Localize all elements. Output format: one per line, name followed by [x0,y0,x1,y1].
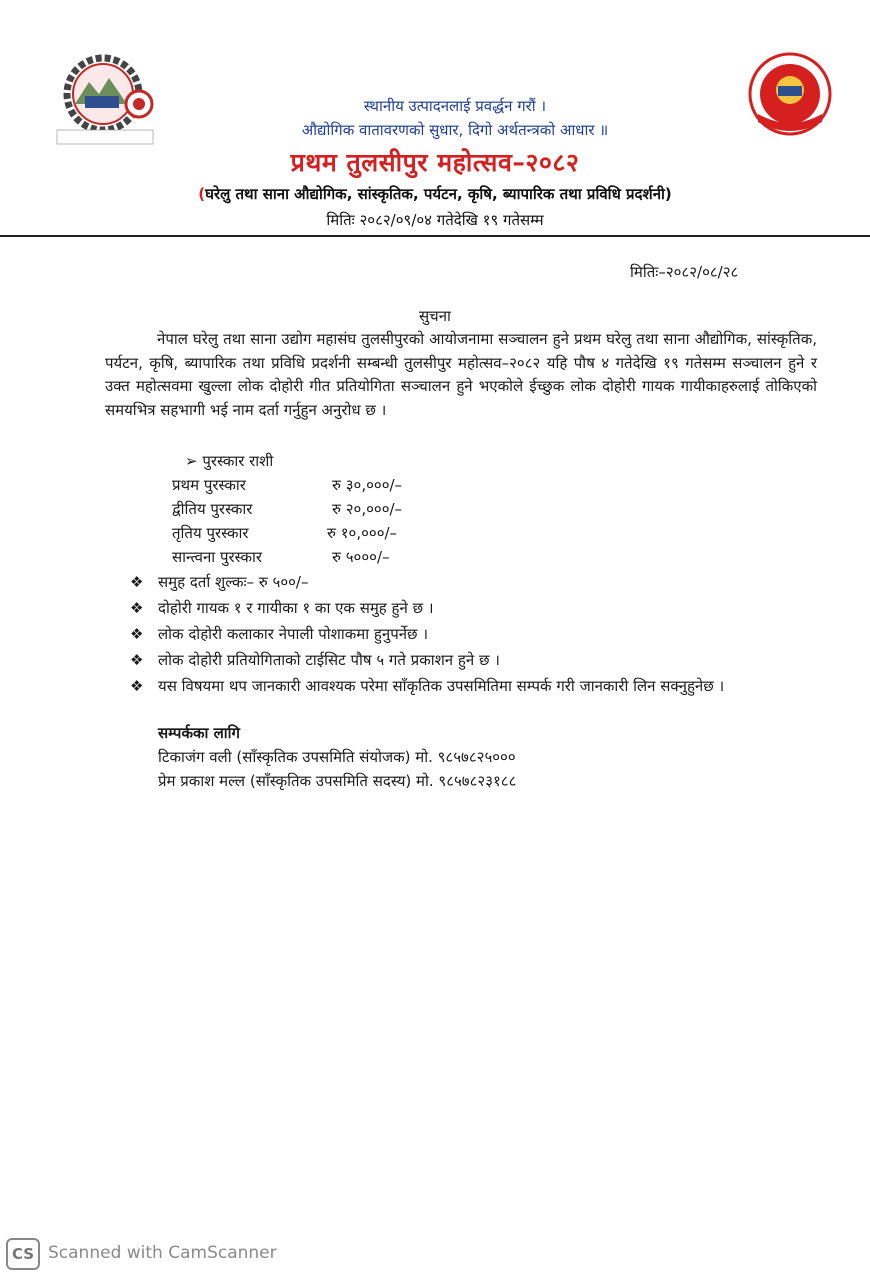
prize-amount: रु ५०००/– [332,548,390,566]
contact-line: टिकाजंग वली (साँस्कृतिक उपसमिति संयोजक) मो. ९८५७८२५००० [158,748,516,766]
prize-amount: रु २०,०००/– [332,500,403,518]
watermark-text: Scanned with CamScanner [48,1243,277,1263]
slogan-line-2: औद्योगिक वातावरणको सुधार, दिगो अर्थतन्त्रको आधार ॥ [301,121,609,139]
subtitle-open-paren: ( [198,185,206,203]
prize-label: द्वीतिय पुरस्कार [172,500,253,518]
prize-label: तृतिय पुरस्कार [172,524,249,542]
festival-subtitle [0,184,870,204]
bullet-item [130,623,820,647]
bullet-text: लोक दोहोरी प्रतियोगिताको टाईसिट पौष ५ गते प्रकाशन हुने छ । [158,651,500,669]
bullet-item [130,649,820,673]
bullet-mark-icon: ❖ [130,599,144,617]
prize-heading: ➢ पुरस्कार राशी [185,452,274,470]
bullet-mark-icon: ❖ [130,677,144,695]
bullet-mark-icon: ❖ [130,651,144,669]
camscanner-watermark [6,1236,306,1272]
festival-title: प्रथम तुलसीपुर महोत्सव–२०८२ [290,148,580,177]
bullet-mark-icon: ❖ [130,625,144,643]
bullet-mark-icon: ❖ [130,573,144,591]
subtitle-text: घरेलु तथा साना औद्योगिक, सांस्कृतिक, पर्यटन, कृषि, ब्यापारिक तथा प्रविधि प्रदर्शनी [205,185,665,203]
prize-label: सान्त्वना पुरस्कार [172,548,262,566]
notice-date: मितिः–२०८२/०८/२८ [630,263,739,281]
slogan-line-1: स्थानीय उत्पादनलाई प्रवर्द्धन गरौं । [363,97,547,115]
bullet-text: यस विषयमा थप जानकारी आवश्यक परेमा साँकृतिक उपसमितिमा सम्पर्क गरी जानकारी लिन सक्नुहुनेछ । [158,677,725,695]
prize-label: प्रथम पुरस्कार [172,476,246,494]
bullet-text: समुह दर्ता शुल्कः– रु ५००/– [158,573,309,591]
prize-amount: रु ३०,०००/– [332,476,403,494]
bullet-text: लोक दोहोरी कलाकार नेपाली पोशाकमा हुनुपर्नेछ । [158,625,429,643]
bullet-item [130,571,820,595]
event-date: मितिः २०८२/०९/०४ गतेदेखि १९ गतेसम्म [326,211,544,229]
prize-amount: रु १०,०००/– [327,524,398,542]
notice-body: नेपाल घरेलु तथा साना उद्योग महासंघ तुलसीपुरको आयोजनामा सञ्चालन हुने प्रथम घरेलु तथा साना औद्योगिक, सांस्कृतिक, पर्यटन, कृषि, ब्यापारिक तथा प्रविधि प्रदर्शनी सम्बन्धी तुलसीपुर महोत्सव–२०८२ यहि पौष ४ गतेदेखि १९ गतेसम्म सञ्चालन हुने र उक्त महोत्सवमा खुल्ला लोक दोहोरी गीत प्रतियोगिता सञ्चालन हुने भएकोले ईच्छुक लोक दोहोरी गायक गायीकाहरुलाई तोकिएको समयभित्र सहभागी भई नाम दर्ता गर्नुहुन अनुरोध छ । [105,330,817,419]
contact-heading: सम्पर्कका लागि [158,724,240,742]
subtitle-close-paren: ) [664,185,672,203]
notice-heading: सुचना [419,307,451,325]
header-divider [0,235,870,237]
camscanner-icon: CS [6,1238,40,1270]
bullet-text: दोहोरी गायक १ र गायीका १ का एक समुह हुने छ । [158,599,434,617]
bullet-item [130,597,820,621]
bullet-item [130,675,820,699]
contact-line: प्रेम प्रकाश मल्ल (साँस्कृतिक उपसमिति सदस्य) मो. ९८५७८२३१८८ [158,772,517,790]
